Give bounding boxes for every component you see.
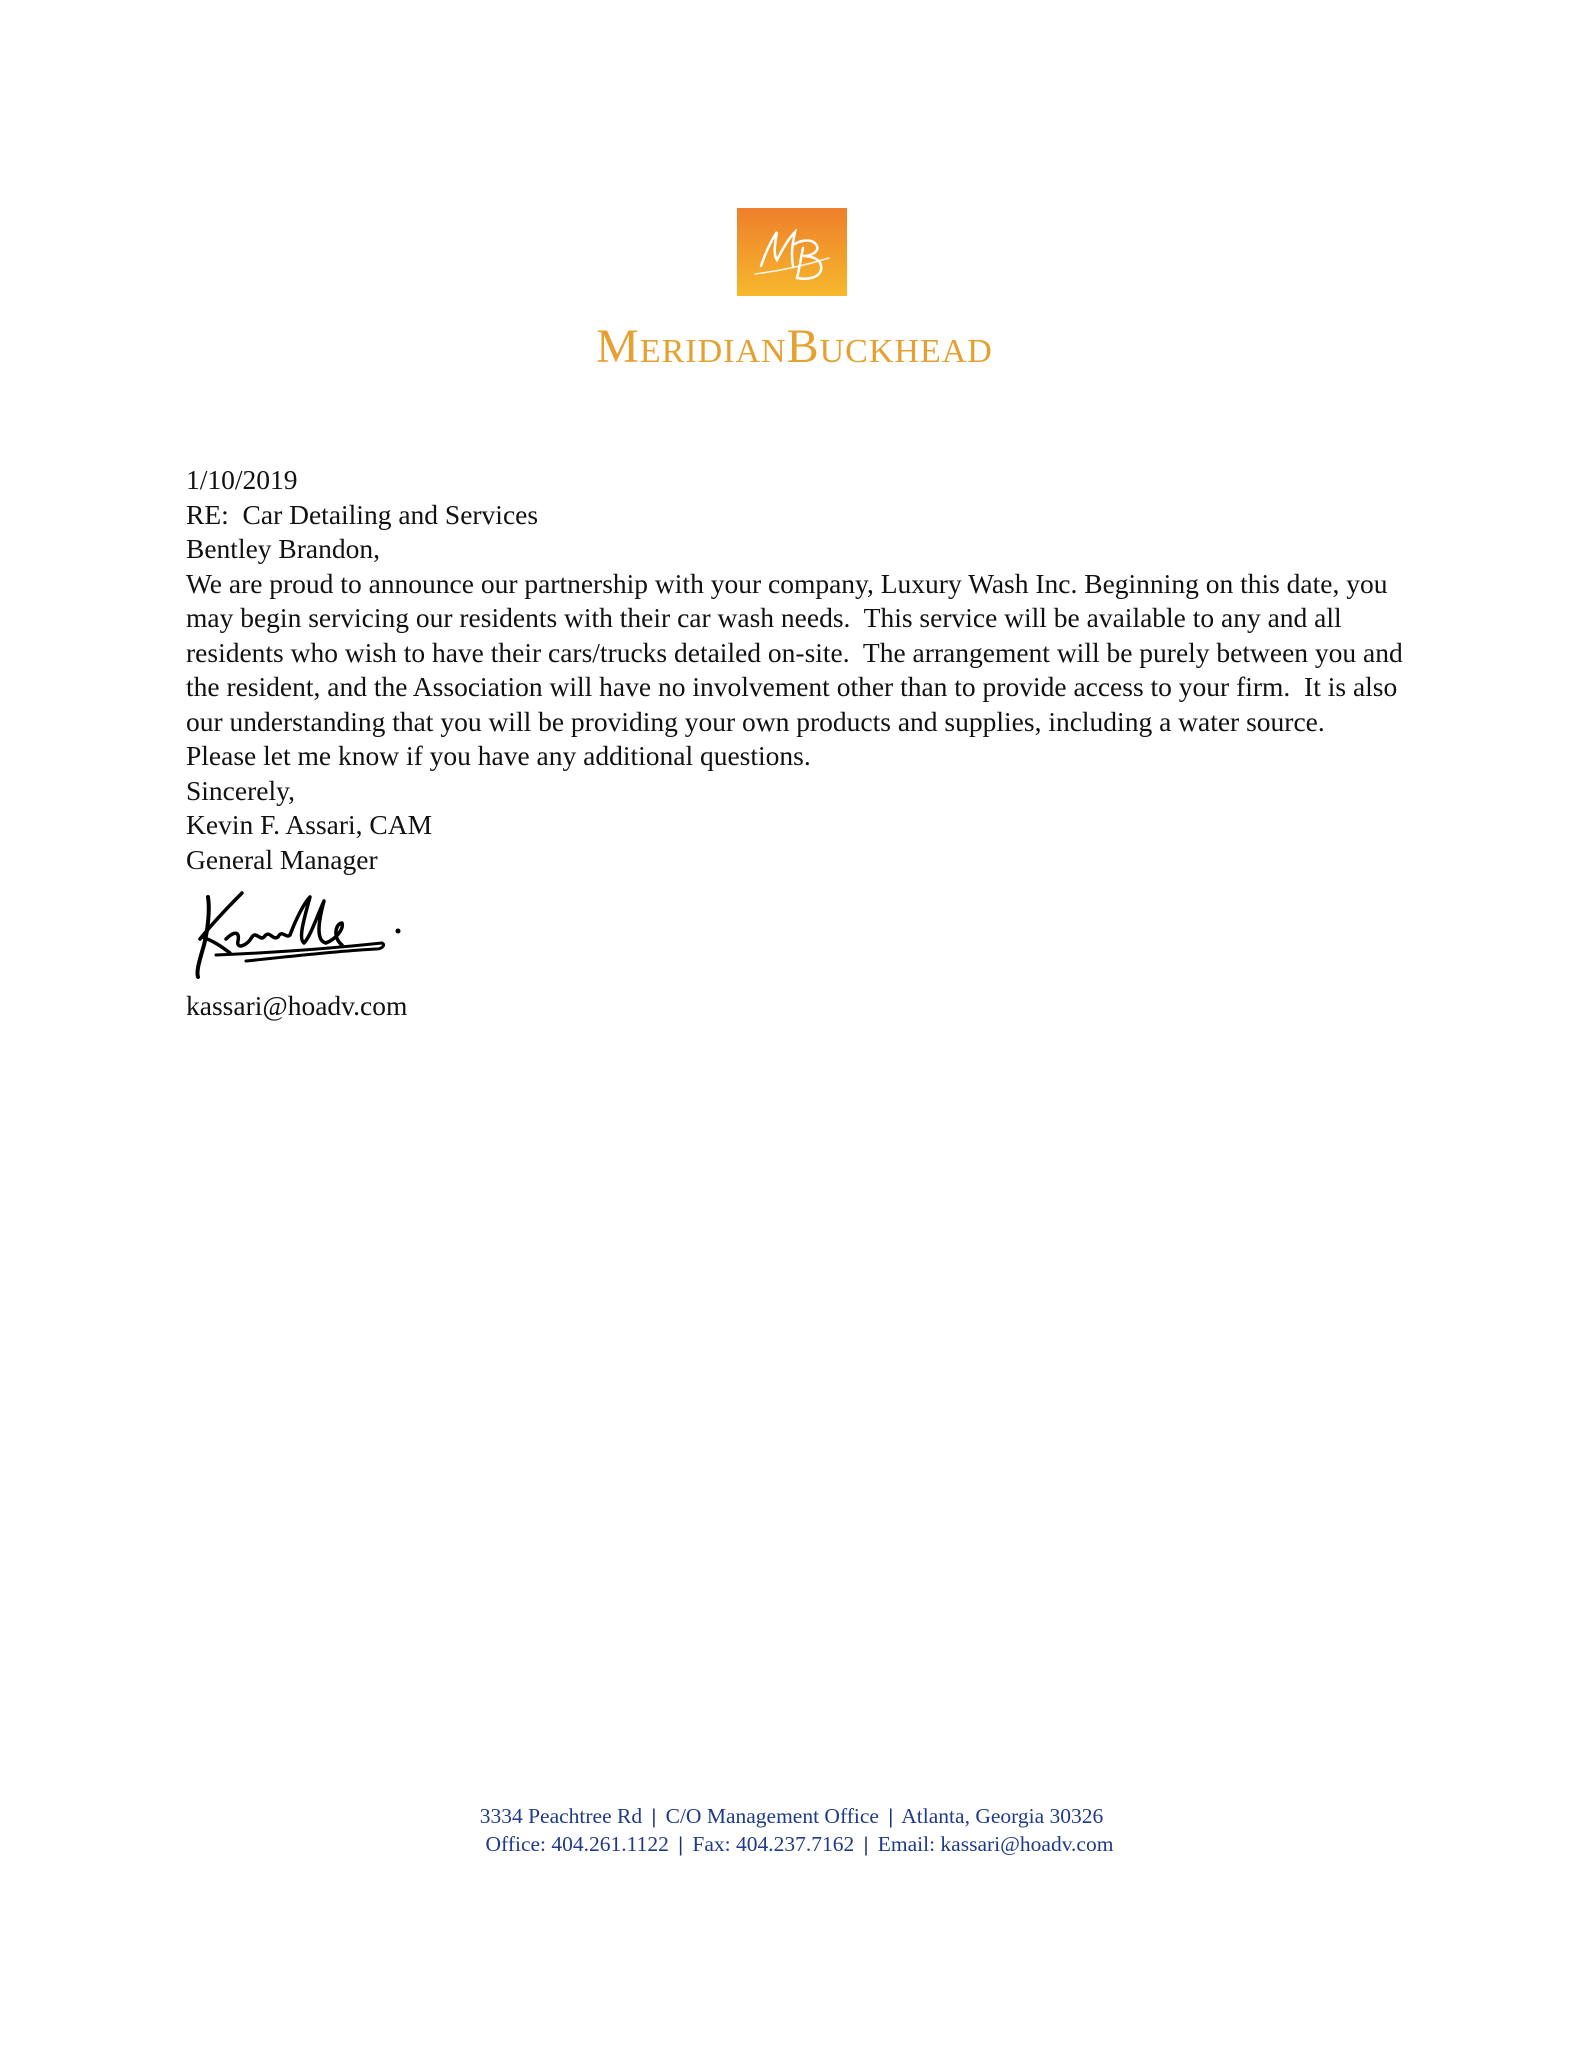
signer-email: kassari@hoadv.com: [186, 990, 408, 1021]
signer-title: General Manager: [186, 843, 378, 875]
signer-name: Kevin F. Assari, CAM: [186, 809, 433, 840]
footer-separator: |: [651, 1804, 657, 1828]
handwritten-signature: [186, 879, 406, 989]
letter-body: [186, 463, 1416, 1024]
footer-address-line: [0, 1802, 1583, 1830]
footer-separator: |: [863, 1832, 869, 1856]
wordmark-eridian: ERIDIAN: [639, 333, 787, 370]
salutation: Bentley Brandon,: [186, 533, 380, 564]
body-paragraph: We are proud to announce our partnership with your company, Luxury Wash Inc. Beginning on this date, you may begin servicing our residents with their car wash needs. This service will be available to any and all residents who wish to have their cars/trucks detailed on-site. The arrangement will be purely between you and the resident, and the Association will have no involvement other than to provide access to your firm. It is also our understanding that you will be providing your own products and supplies, including a water source.: [186, 567, 1410, 737]
followup-paragraph: Please let me know if you have any additional questions.: [186, 740, 811, 771]
footer-fax: Fax: 404.237.7162: [692, 1832, 855, 1856]
wordmark-b: B: [786, 320, 820, 373]
company-wordmark: [6, 320, 1583, 373]
wordmark-uckhead: UCKHEAD: [819, 333, 993, 370]
footer-email: Email: kassari@hoadv.com: [877, 1832, 1114, 1856]
footer-street: 3334 Peachtree Rd: [479, 1804, 643, 1828]
footer-office: C/O Management Office: [665, 1804, 879, 1828]
closing: Sincerely,: [186, 774, 295, 806]
footer-separator: |: [888, 1804, 894, 1828]
footer-office-phone: Office: 404.261.1122: [485, 1832, 669, 1856]
footer-contact-line: [16, 1830, 1583, 1858]
company-logo: [0, 208, 1583, 371]
footer-city: Atlanta, Georgia 30326: [901, 1804, 1104, 1828]
footer-separator: |: [678, 1832, 683, 1856]
mb-monogram-logo-icon: [737, 208, 847, 296]
wordmark-m: M: [596, 320, 640, 373]
letterhead-footer: [0, 1802, 1583, 1858]
letter-date: 1/10/2019: [186, 464, 298, 495]
subject-line: RE: Car Detailing and Services: [186, 498, 539, 530]
